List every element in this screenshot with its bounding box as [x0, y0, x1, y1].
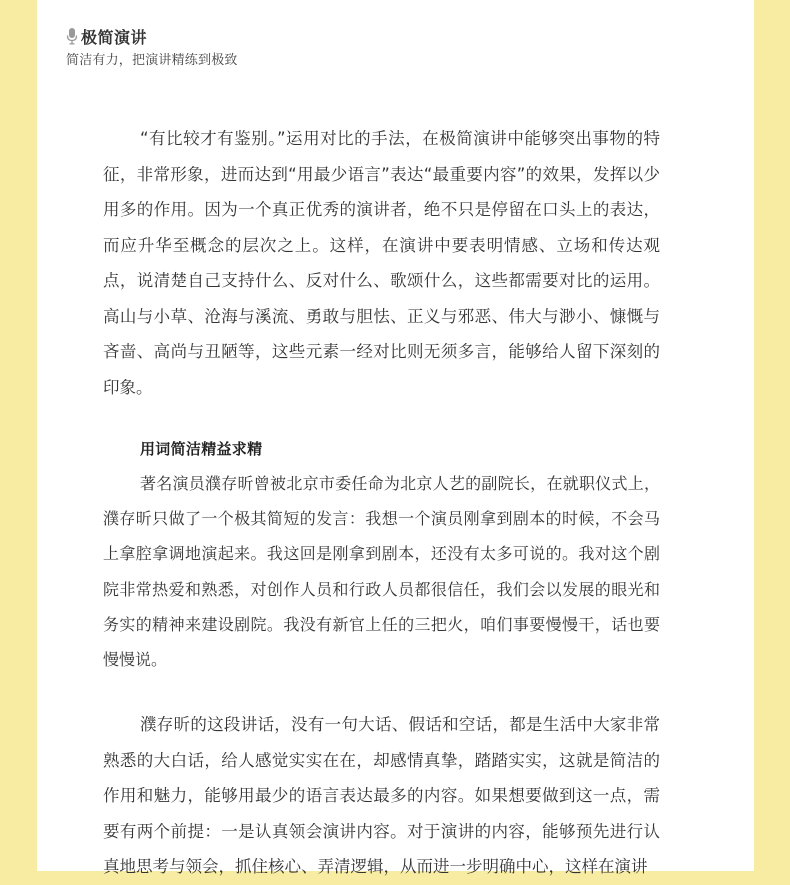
section-heading: 用词简洁精益求精: [140, 440, 263, 458]
body-paragraph-analysis: 濮存昕的这段讲话，没有一句大话、假话和空话，都是生活中大家非常熟悉的大白话，给人感觉实实在在，却感情真挚，踏踏实实，这就是简洁的作用和魅力，能够用最少的语言表达最多的内容。如果想要做到这一点，需要有两个前提：一是认真领会演讲内容。对于演讲的内容，能够预先进行认真地思考与领会，抓住核心、弄清逻辑，从而进一步明确中心，这样在演讲: [103, 715, 660, 876]
body-paragraph-contrast: “有比较才有鉴别。”运用对比的手法，在极简演讲中能够突出事物的特征，非常形象，进而达到“用最少语言”表达“最重要内容”的效果，发挥以少用多的作用。因为一个真正优秀的演讲者，绝不只是停留在口头上的表达，而应升华至概念的层次之上。这样，在演讲中要表明情感、立场和传达观点，说清楚自己支持什么、反对什么、歌颂什么，这些都需要对比的运用。高山与小草、沧海与溪流、勇敢与胆怯、正义与邪恶、伟大与渺小、慷慨与吝啬、高尚与丑陋等，这些元素一经对比则无须多言，能够给人留下深刻的印象。: [103, 129, 660, 397]
header-title-row: [66, 26, 238, 46]
microphone-icon: [66, 27, 78, 45]
header-title: 极简演讲: [81, 27, 148, 47]
header-subtitle: 简洁有力，把演讲精练到极致: [66, 53, 238, 68]
quoted-speech-paragraph: 著名演员濮存昕曾被北京市委任命为北京人艺的副院长，在就职仪式上，濮存昕只做了一个极其简短的发言：我想一个演员刚拿到剧本的时候，不会马上拿腔拿调地演起来。我这回是刚拿到剧本，还没有太多可说的。我对这个剧院非常热爱和熟悉，对创作人员和行政人员都很信任，我们会以发展的眼光和务实的精神来建设剧院。我没有新官上任的三把火，咱们事要慢慢干，话也要慢慢说。: [103, 474, 660, 670]
running-header: [66, 26, 238, 68]
